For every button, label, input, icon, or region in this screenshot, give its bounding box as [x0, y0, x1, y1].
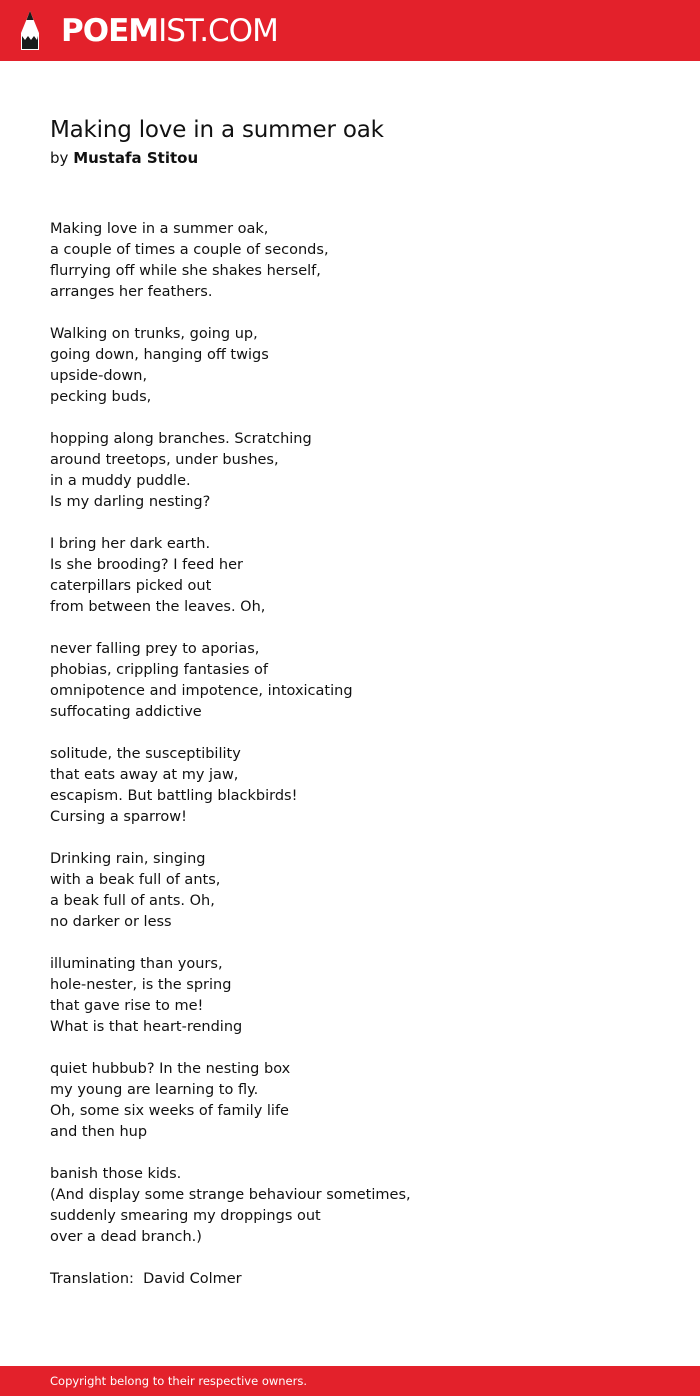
- poem-line: arranges her feathers.: [50, 284, 213, 300]
- stanza: [50, 849, 650, 933]
- poem-line: Walking on trunks, going up,: [50, 326, 258, 342]
- poem-line: in a muddy puddle.: [50, 473, 191, 489]
- poem-line: I bring her dark earth.: [50, 536, 211, 552]
- poem-line: suddenly smearing my droppings out: [50, 1208, 321, 1224]
- poem-line: never falling prey to aporias,: [50, 641, 260, 657]
- poem-line: hopping along branches. Scratching: [50, 431, 312, 447]
- by-label: by: [50, 149, 69, 167]
- stanza: [50, 954, 650, 1038]
- poem-line: Making love in a summer oak,: [50, 221, 269, 237]
- poem-line: that eats away at my jaw,: [50, 767, 239, 783]
- poem-line: phobias, crippling fantasies of: [50, 662, 268, 678]
- poem-line: Drinking rain, singing: [50, 851, 206, 867]
- stanza: [50, 219, 650, 303]
- site-header: [0, 0, 700, 61]
- byline: [50, 149, 198, 167]
- poem-line: Cursing a sparrow!: [50, 809, 187, 825]
- poem-line: a beak full of ants. Oh,: [50, 893, 215, 909]
- poem-line: Oh, some six weeks of family life: [50, 1103, 289, 1119]
- poem-line: over a dead branch.): [50, 1229, 202, 1245]
- poem-body: [50, 219, 650, 1290]
- copyright-notice: Copyright belong to their respective owners.: [50, 1374, 308, 1388]
- poem-line: going down, hanging off twigs: [50, 347, 269, 363]
- poem-line: omnipotence and impotence, intoxicating: [50, 683, 353, 699]
- poem-line: around treetops, under bushes,: [50, 452, 279, 468]
- stanza: [50, 744, 650, 828]
- author-name: Mustafa Stitou: [73, 149, 199, 167]
- brand-bold: POEM: [61, 13, 159, 49]
- poem-line: that gave rise to me!: [50, 998, 204, 1014]
- poem-line: my young are learning to fly.: [50, 1082, 259, 1098]
- stanza: [50, 1164, 650, 1248]
- stanza: [50, 639, 650, 723]
- poem-line: escapism. But battling blackbirds!: [50, 788, 298, 804]
- pencil-tip-icon[interactable]: [18, 10, 42, 52]
- poem-line: banish those kids.: [50, 1166, 182, 1182]
- site-logo-text[interactable]: [61, 11, 278, 51]
- poem-line: solitude, the susceptibility: [50, 746, 241, 762]
- poem-line: (And display some strange behaviour sometimes,: [50, 1187, 411, 1203]
- stanza: [50, 324, 650, 408]
- poem-line: What is that heart-rending: [50, 1019, 243, 1035]
- poem-line: with a beak full of ants,: [50, 872, 221, 888]
- poem-line: no darker or less: [50, 914, 172, 930]
- poem-line: a couple of times a couple of seconds,: [50, 242, 329, 258]
- brand-light: IST.COM: [158, 13, 278, 49]
- stanza: [50, 1059, 650, 1143]
- stanza: [50, 429, 650, 513]
- poem-line: pecking buds,: [50, 389, 152, 405]
- poem-line: from between the leaves. Oh,: [50, 599, 266, 615]
- poem-line: quiet hubbub? In the nesting box: [50, 1061, 291, 1077]
- poem-line: caterpillars picked out: [50, 578, 212, 594]
- poem-line: Is my darling nesting?: [50, 494, 211, 510]
- poem-line: upside-down,: [50, 368, 148, 384]
- poem-title: Making love in a summer oak: [50, 117, 384, 143]
- translation-credit: Translation: David Colmer: [50, 1271, 242, 1287]
- poem-line: suffocating addictive: [50, 704, 202, 720]
- poem-line: flurrying off while she shakes herself,: [50, 263, 321, 279]
- stanza: [50, 534, 650, 618]
- poem-line: Is she brooding? I feed her: [50, 557, 243, 573]
- poem-line: illuminating than yours,: [50, 956, 223, 972]
- poem-line: hole-nester, is the spring: [50, 977, 232, 993]
- poem-line: and then hup: [50, 1124, 148, 1140]
- site-footer: [0, 1366, 700, 1396]
